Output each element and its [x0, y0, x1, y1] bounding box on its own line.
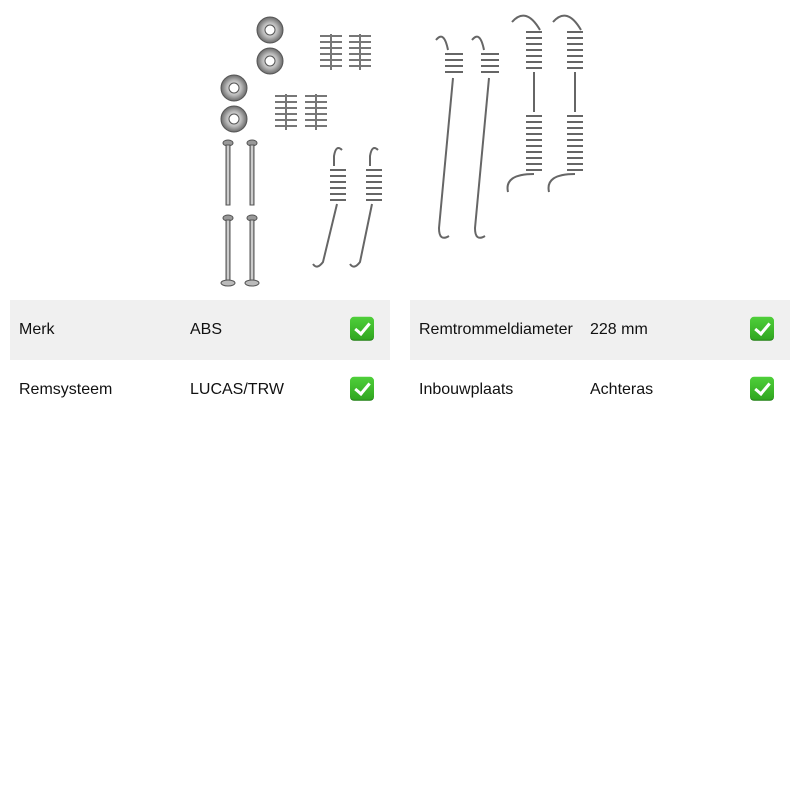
hold-down-pin-icon [221, 215, 235, 286]
short-spring-icon [320, 34, 342, 70]
product-image [0, 0, 800, 300]
hold-down-pin-icon [247, 140, 257, 205]
long-return-spring-icon [508, 16, 542, 192]
spec-row-remtrommeldiameter [410, 300, 790, 360]
short-spring-group [275, 34, 371, 130]
hold-down-pin-icon [245, 215, 259, 286]
long-return-spring-icon [549, 16, 583, 192]
spec-table-left [10, 300, 390, 420]
spec-label: Inbouwplaats [419, 381, 514, 398]
spec-value: ABS [190, 321, 223, 338]
spec-table-right [410, 300, 790, 420]
long-return-spring-icon [472, 37, 499, 238]
check-mark-icon [350, 317, 374, 341]
spec-label: Merk [19, 321, 55, 338]
spec-label: Remsysteem [19, 381, 113, 398]
check-mark-icon [350, 377, 374, 401]
check-mark-icon [750, 317, 774, 341]
spring-cup-icon [221, 75, 247, 101]
spec-value: Achteras [590, 381, 654, 398]
hold-down-pin-group [221, 140, 259, 286]
spec-row-inbouwplaats [410, 360, 790, 420]
spec-label: Remtrommeldiameter [419, 321, 573, 338]
short-spring-icon [349, 34, 371, 70]
spring-cup-icon [257, 48, 283, 74]
spec-value: LUCAS/TRW [190, 381, 284, 398]
spec-row-remsysteem [10, 360, 390, 420]
spring-cup-group [221, 17, 283, 132]
spec-value: 228 mm [590, 321, 648, 338]
hold-down-pin-icon [223, 140, 233, 205]
check-mark-icon [750, 377, 774, 401]
medium-return-spring-icon [313, 148, 346, 267]
spring-cup-icon [221, 106, 247, 132]
short-spring-icon [305, 94, 327, 130]
short-spring-icon [275, 94, 297, 130]
medium-spring-group [313, 148, 382, 267]
spring-cup-icon [257, 17, 283, 43]
spec-row-merk [10, 300, 390, 360]
long-spring-group [436, 16, 583, 238]
medium-return-spring-icon [350, 148, 382, 267]
long-return-spring-icon [436, 37, 463, 238]
